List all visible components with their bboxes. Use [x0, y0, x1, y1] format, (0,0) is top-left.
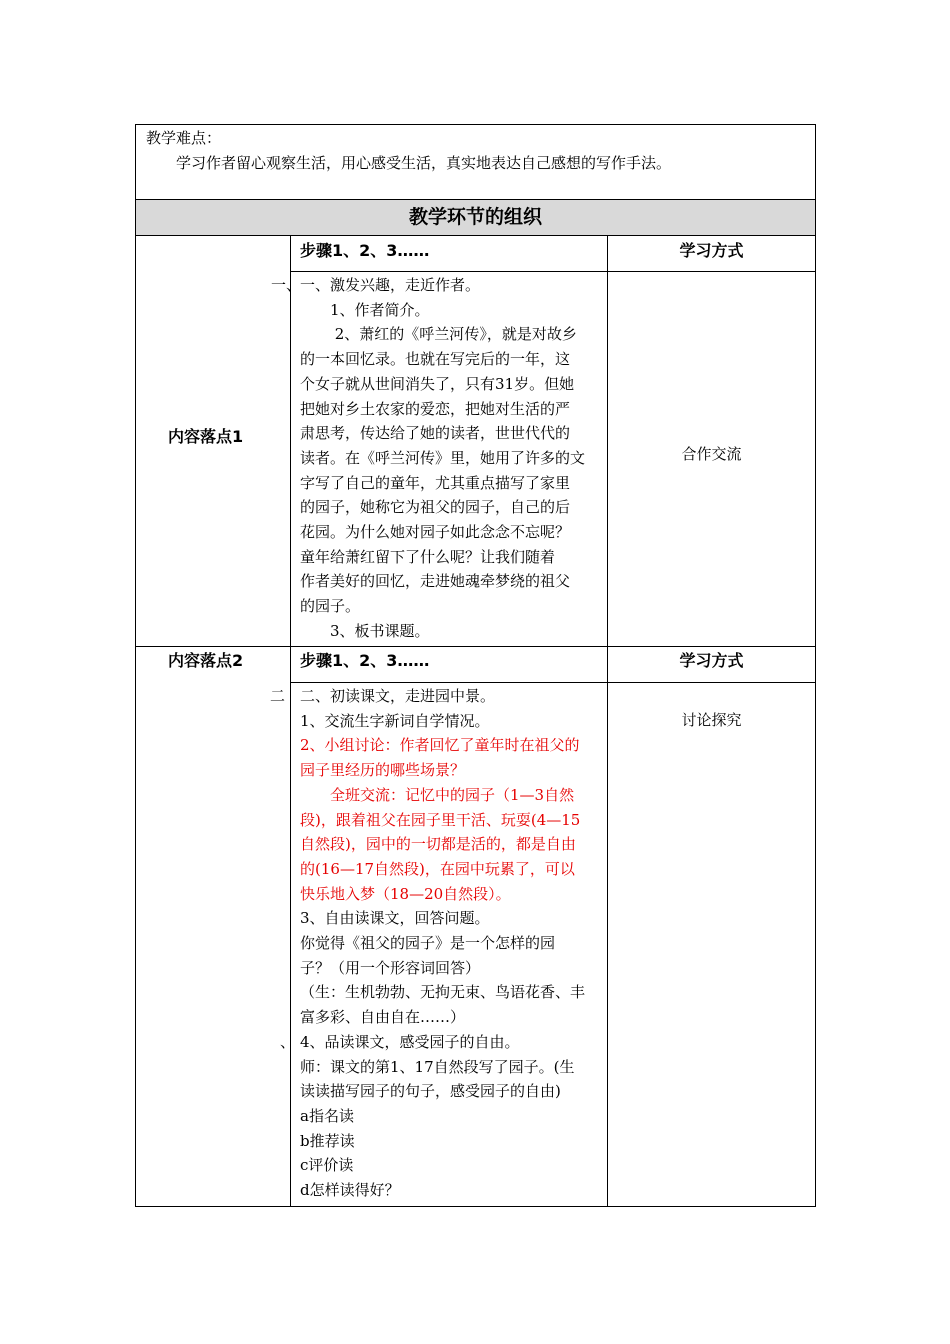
text-line: 2、小组讨论：作者回忆了童年时在祖父的: [300, 736, 580, 755]
text-line: 富多彩、自由自在……）: [300, 1008, 466, 1027]
difficulty-label: 教学难点：: [146, 129, 222, 147]
section-title: 教学环节的组织: [408, 206, 542, 228]
text-line: 个女子就从世间消失了，只有31岁。但她: [300, 374, 575, 393]
block2-text: [300, 684, 600, 1203]
margin-mark: 一、: [271, 276, 302, 294]
text-line: 2、萧红的《呼兰河传》，就是对故乡: [300, 325, 577, 344]
text-line: b推荐读: [300, 1131, 355, 1150]
text-line: 读读描写园子的句子，感受园子的自由): [300, 1082, 561, 1101]
learning-method: 合作交流: [681, 445, 742, 463]
difficulty-text: 学习作者留心观察生活，用心感受生活，真实地表达自己感想的写作手法。: [176, 154, 672, 172]
step-header: 步骤1、2、3……: [300, 241, 430, 260]
content-point-label: 内容落点2: [168, 651, 244, 670]
margin-mark: 、: [280, 1033, 296, 1051]
method-header: 学习方式: [679, 241, 744, 260]
text-line: 快乐地入梦（18—20自然段）。: [300, 884, 511, 903]
text-line: 的园子，她称它为祖父的园子，自己的后: [300, 498, 571, 517]
text-line: 3、自由读课文，回答问题。: [300, 909, 490, 928]
text-line: 的园子。: [300, 597, 361, 616]
content-point-label: 内容落点1: [168, 427, 244, 446]
divider: [290, 682, 816, 683]
divider: [290, 271, 816, 272]
text-line: 童年给萧红留下了什么呢？让我们随着: [300, 547, 556, 566]
margin-mark: 二: [270, 687, 286, 705]
text-line: 段)，跟着祖父在园子里干活、玩耍(4—15: [300, 810, 581, 829]
text-line: 一、激发兴趣，走近作者。: [300, 276, 481, 294]
text-line: 作者美好的回忆，走进她魂牵梦绕的祖父: [300, 572, 571, 591]
text-line: 4、品读课文，感受园子的自由。: [300, 1032, 520, 1051]
divider: [135, 646, 816, 647]
text-line: 1、作者简介。: [300, 300, 430, 319]
text-line: 你觉得《祖父的园子》是一个怎样的园: [300, 934, 556, 953]
learning-method: 讨论探究: [681, 711, 742, 729]
text-line: 二、初读课文，走进园中景。: [300, 687, 496, 705]
text-line: 把她对乡土农家的爱恋，把她对生活的严: [300, 399, 571, 418]
text-line: 字写了自己的童年，尤其重点描写了家里: [300, 473, 571, 492]
text-line: d怎样读得好？: [300, 1181, 400, 1200]
text-line: 读者。在《呼兰河传》里，她用了许多的文: [300, 448, 586, 467]
text-line: 1、交流生字新词自学情况。: [300, 711, 490, 730]
step-header: 步骤1、2、3……: [300, 651, 430, 670]
text-line: （生：生机勃勃、无拘无束、鸟语花香、丰: [300, 983, 586, 1002]
text-line: 的(16—17自然段)，在园中玩累了，可以: [300, 859, 575, 878]
text-line: 师：课文的第1、17自然段写了园子。(生: [300, 1057, 575, 1076]
text-line: 花园。为什么她对园子如此念念不忘呢？: [300, 523, 571, 542]
text-line: a指名读: [300, 1106, 354, 1125]
text-line: 园子里经历的哪些场景？: [300, 761, 466, 780]
text-line: 全班交流：记忆中的园子（1—3自然: [300, 785, 575, 804]
text-line: 自然段)，园中的一切都是活的，都是自由: [300, 835, 576, 854]
text-line: 子？（用一个形容词回答）: [300, 958, 481, 977]
method-header: 学习方式: [679, 651, 744, 670]
block1-text: [300, 273, 600, 644]
text-line: 肃思考，传达给了她的读者，世世代代的: [300, 424, 571, 443]
divider: [135, 235, 816, 236]
text-line: 的一本回忆录。也就在写完后的一年，这: [300, 350, 571, 369]
text-line: c评价读: [300, 1156, 354, 1175]
column-divider: [290, 235, 291, 1207]
text-line: 3、板书课题。: [300, 621, 430, 640]
